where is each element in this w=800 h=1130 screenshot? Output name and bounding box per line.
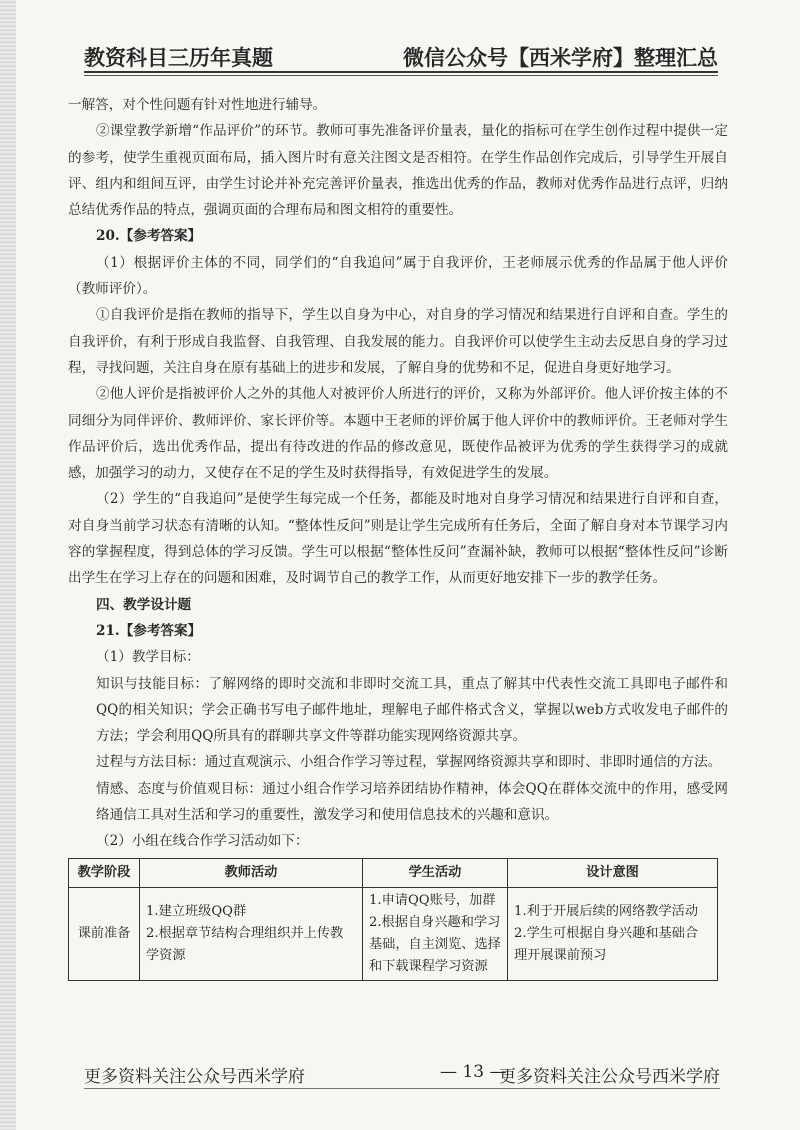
column-header: 设计意图 [508, 858, 718, 887]
paragraph: （1）教学目标： [96, 649, 200, 666]
page-footer [84, 1062, 720, 1092]
paragraph: 知识与技能目标：了解网络的即时交流和非即时交流工具，重点了解其中代表性交流工具即电子邮件和QQ的相关知识；学会正确书写电子邮件地址，理解电子邮件格式含义，掌握以web方式收发电子邮件的方法；学会利用QQ所具有的群聊共享文件等群功能实现网络资源共享。 [96, 675, 728, 745]
footer-left-text: 更多资料关注公众号西米学府 [84, 1067, 305, 1087]
paragraph: ①自我评价是指在教师的指导下，学生以自身为中心，对自身的学习情况和结果进行自评和自查。学生的自我评价，有利于形成自我监督、自我管理、自我发展的能力。自我评价可以使学生主动去反思自身的学习过程，寻找问题，关注自身在原有基础上的进步和发展，了解自身的优势和不足，促进自身更好地学习。 [68, 307, 728, 376]
paragraph: （2）小组在线合作学习活动如下： [96, 833, 309, 850]
cell-line: 1.建立班级QQ群 [146, 903, 247, 919]
cell-line: 2.根据自身兴趣和学习基础，自主浏览、选择和下载课程学习资源 [369, 914, 501, 974]
scan-edge [0, 0, 16, 1130]
footer-rule [84, 1088, 720, 1089]
cell-line: 2.学生可根据自身兴趣和基础合理开展课前预习 [514, 925, 699, 963]
paragraph: （2）学生的“自我追问”是使学生每完成一个任务，都能及时地对自身学习情况和结果进行自评和自查，对自身当前学习状态有清晰的认知。“整体性反问”则是让学生完成所有任务后，全面了解自身对本节课学习内容的掌握程度，得到总体的学习反馈。学生可以根据“整体性反问”查漏补缺，教师可以根据“整体性反问”诊断出学生在学习上存在的问题和困难，及时调节自己的教学工作，从而更好地安排下一步的教学任务。 [68, 491, 728, 587]
column-header: 教学阶段 [69, 858, 140, 887]
header-rule-thin [84, 75, 718, 76]
answer-heading-20: 20.【参考答案】 [96, 228, 202, 245]
page-body [68, 92, 728, 981]
page-number: — 13 — [440, 1062, 507, 1082]
footer-right-text: 更多资料关注公众号西米学府 [499, 1067, 720, 1087]
stage-cell: 课前准备 [69, 887, 140, 980]
cell-line: 1.申请QQ账号，加群 [369, 892, 496, 908]
section-heading: 四、教学设计题 [96, 596, 192, 613]
header-left-title: 教资科目三历年真题 [84, 45, 273, 70]
cell-line: 1.利于开展后续的网络教学活动 [514, 903, 699, 919]
paragraph: 一解答，对个性问题有针对性地进行辅导。 [68, 97, 327, 113]
design-intent-cell [508, 887, 718, 980]
page-header [84, 38, 718, 72]
teacher-activity-cell [140, 887, 363, 980]
answer-heading-21: 21.【参考答案】 [96, 622, 202, 639]
activity-table [68, 858, 718, 981]
student-activity-cell [363, 887, 508, 980]
cell-line: 2.根据章节结构合理组织并上传教学资源 [146, 925, 344, 963]
paragraph: ②他人评价是指被评价人之外的其他人对被评价人所进行的评价，又称为外部评价。他人评价按主体的不同细分为同伴评价、教师评价、家长评价等。本题中王老师的评价属于他人评价中的教师评价。王老师对学生作品评价后，选出优秀作品，提出有待改进的作品的修改意见，既使作品被评为优秀的学生获得学习的成就感，加强学习的动力，又使存在不足的学生及时获得指导，有效促进学生的发展。 [68, 386, 728, 482]
paragraph: 情感、态度与价值观目标：通过小组合作学习培养团结协作精神，体会QQ在群体交流中的作用，感受网络通信工具对生活和学习的重要性，激发学习和使用信息技术的兴趣和意识。 [96, 780, 728, 824]
header-rule [84, 71, 718, 73]
table-row [69, 887, 718, 980]
paragraph: （1）根据评价主体的不同，同学们的“自我追问”属于自我评价，王老师展示优秀的作品属于他人评价（教师评价）。 [68, 254, 728, 298]
paragraph: 过程与方法目标：通过直观演示、小组合作学习等过程，掌握网络资源共享和即时、非即时通信的方法。 [96, 754, 722, 771]
header-right-title: 微信公众号【西米学府】整理汇总 [403, 45, 718, 70]
table-header-row [69, 858, 718, 887]
paragraph: ②课堂教学新增“作品评价”的环节。教师可事先准备评价量表，量化的指标可在学生创作过程中提供一定的参考，使学生重视页面布局，插入图片时有意关注图文是否相符。在学生作品创作完成后，引导学生开展自评、组内和组间互评，由学生讨论并补充完善评价量表，推选出优秀的作品，教师对优秀作品进行点评，归纳总结优秀作品的特点，强调页面的合理布局和图文相符的重要性。 [68, 123, 728, 219]
column-header: 教师活动 [140, 858, 363, 887]
column-header: 学生活动 [363, 858, 508, 887]
